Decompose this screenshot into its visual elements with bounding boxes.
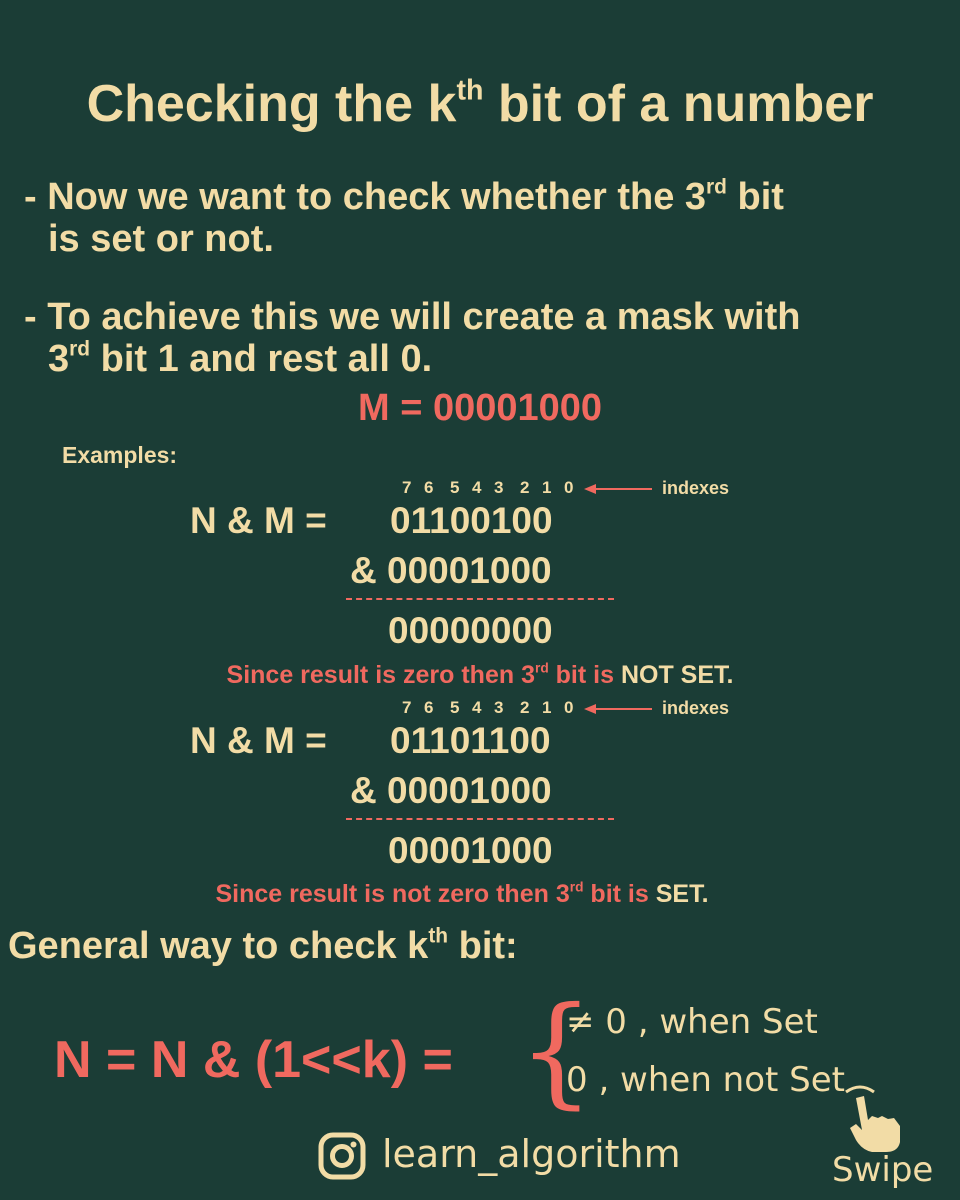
- bit-index: 3: [494, 698, 504, 717]
- formula: N = N & (1<<k) =: [54, 1031, 453, 1089]
- pointing-hand-icon: [842, 1082, 912, 1154]
- swipe-label[interactable]: Swipe: [832, 1150, 934, 1190]
- arrow-left-icon: [584, 481, 654, 497]
- examples-label: Examples:: [62, 442, 178, 468]
- bit-index: 0: [564, 698, 574, 717]
- page-title: Checking the $k^{th}$ bit of a number: [86, 74, 874, 133]
- curly-brace: {: [518, 982, 595, 1121]
- mask-definition: M = 00001000: [357, 387, 603, 429]
- bit-index: 4: [472, 478, 482, 497]
- operand-n: 01100100: [390, 500, 553, 541]
- bit-index: 5: [450, 478, 460, 497]
- bit-index: 4: [472, 698, 482, 717]
- bullet-1-line-1: - Now we want to check whether the 3rd bit: [24, 175, 784, 218]
- conclusion-2: Since result is not zero then 3rd bit is SET.: [215, 879, 709, 908]
- bullet-2-line-2: 3rd bit 1 and rest all 0.: [48, 337, 433, 380]
- expression-lhs: N & M =: [190, 720, 327, 761]
- operand-mask: & 00001000: [350, 770, 552, 811]
- operand-mask: & 00001000: [350, 550, 552, 591]
- arrow-left-icon: [584, 701, 654, 717]
- result-value: 00000000: [388, 610, 553, 651]
- bit-index: 7: [402, 478, 412, 497]
- bit-index: 5: [450, 698, 460, 717]
- divider-dashed: [346, 598, 614, 600]
- bit-index: 2: [520, 698, 530, 717]
- bit-index-digits: [402, 698, 573, 718]
- bit-index: 3: [494, 478, 504, 497]
- bit-index: 7: [402, 698, 412, 717]
- bullet-2-line-1: - To achieve this we will create a mask with: [24, 296, 801, 338]
- instagram-icon: [318, 1132, 366, 1180]
- indexes-label: indexes: [662, 698, 730, 718]
- bit-index: 6: [424, 698, 434, 717]
- case-not-set: 0 , when not Set: [566, 1060, 846, 1100]
- divider-dashed: [346, 818, 614, 820]
- general-heading: General way to check $k^{th}$ bit:: [8, 924, 518, 967]
- bit-index: 1: [542, 698, 552, 717]
- bullet-1-line-2: is set or not.: [48, 218, 274, 260]
- case-set: ≠ 0 , when Set: [566, 1002, 818, 1042]
- bit-index: 1: [542, 478, 552, 497]
- expression-lhs: N & M =: [190, 500, 327, 541]
- result-value: 00001000: [388, 830, 553, 871]
- operand-n: 01101100: [390, 720, 551, 761]
- bit-index-digits: [402, 478, 573, 498]
- account-handle[interactable]: learn_algorithm: [382, 1132, 681, 1176]
- bit-index: 2: [520, 478, 530, 497]
- bit-index: 6: [424, 478, 434, 497]
- indexes-label: indexes: [662, 478, 730, 498]
- bit-index: 0: [564, 478, 574, 497]
- conclusion-1: Since result is zero then 3rd bit is NOT SET.: [226, 660, 734, 689]
